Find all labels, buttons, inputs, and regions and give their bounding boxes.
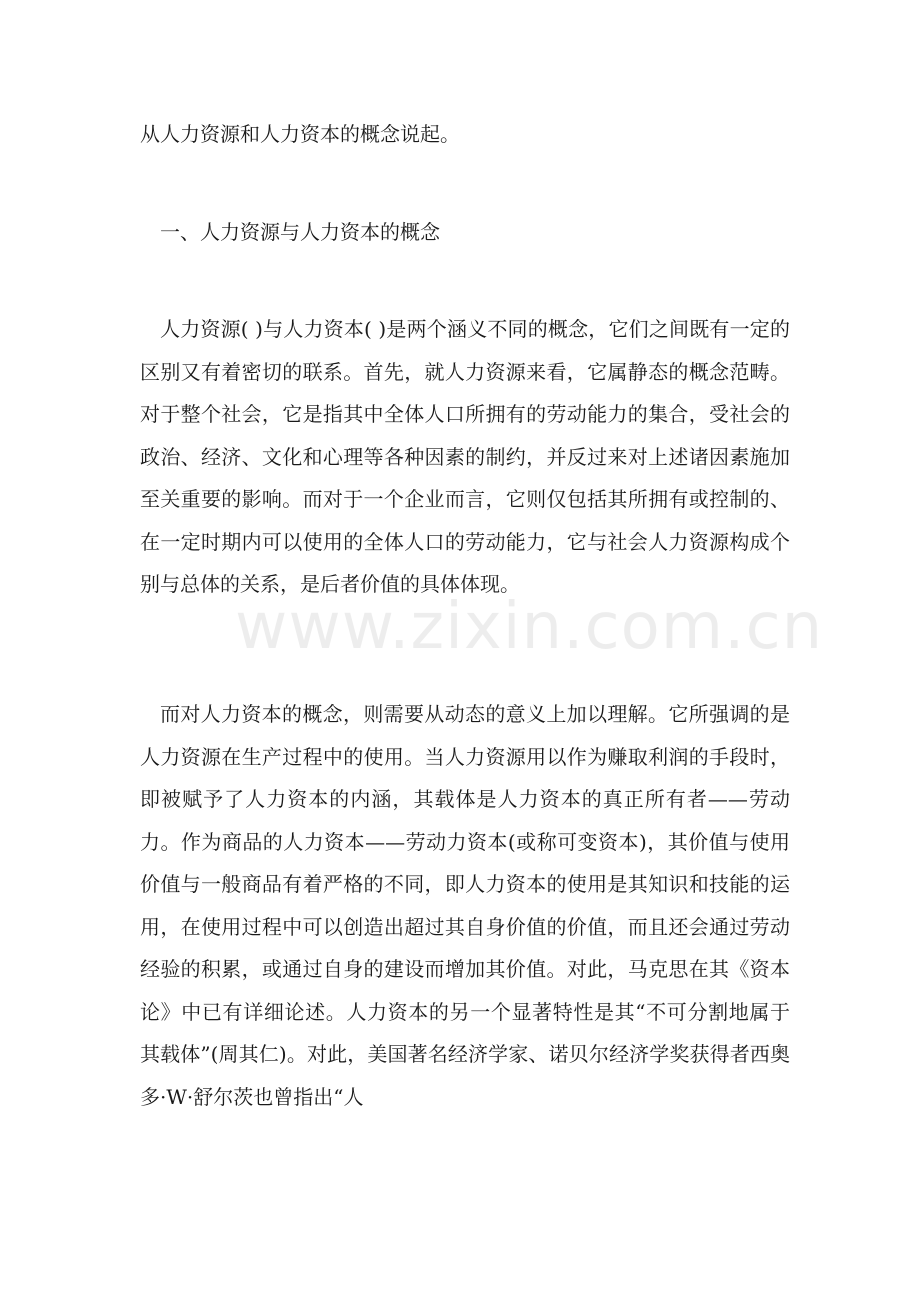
- section-heading: 一、人力资源与人力资本的概念: [160, 220, 440, 244]
- watermark: www.zixin.com.cn: [235, 590, 824, 664]
- paragraph-human-resources: 人力资源( )与人力资本( )是两个涵义不同的概念，它们之间既有一定的区别又有着密切的联系。首先，就人力资源来看，它属静态的概念范畴。对于整个社会，它是指其中全体人口所拥有的劳动能力的集合，受社会的政治、经济、文化和心理等各种因素的制约，并反过来对上述诸因素施加至关重要的影响。而对于一个企业而言，它则仅包括其所拥有或控制的、在一定时期内可以使用的全体人口的劳动能力，它与社会人力资源构成个别与总体的关系，是后者价值的具体体现。: [140, 317, 790, 596]
- intro-line: 从人力资源和人力资本的概念说起。: [140, 122, 460, 146]
- paragraph-human-capital: 而对人力资本的概念，则需要从动态的意义上加以理解。它所强调的是人力资源在生产过程中的使用。当人力资源用以作为赚取利润的手段时，即被赋予了人力资本的内涵，其载体是人力资本的真正所有者——劳动力。作为商品的人力资本——劳动力资本(或称可变资本)，其价值与使用价值与一般商品有着严格的不同，即人力资本的使用是其知识和技能的运用，在使用过程中可以创造出超过其自身价值的价值，而且还会通过劳动经验的积累，或通过自身的建设而增加其价值。对此，马克思在其《资本论》中已有详细论述。人力资本的另一个显著特性是其“不可分割地属于其载体”(周其仁)。对此，美国著名经济学家、诺贝尔经济学奖获得者西奥多·W·舒尔茨也曾指出“人: [140, 702, 790, 1109]
